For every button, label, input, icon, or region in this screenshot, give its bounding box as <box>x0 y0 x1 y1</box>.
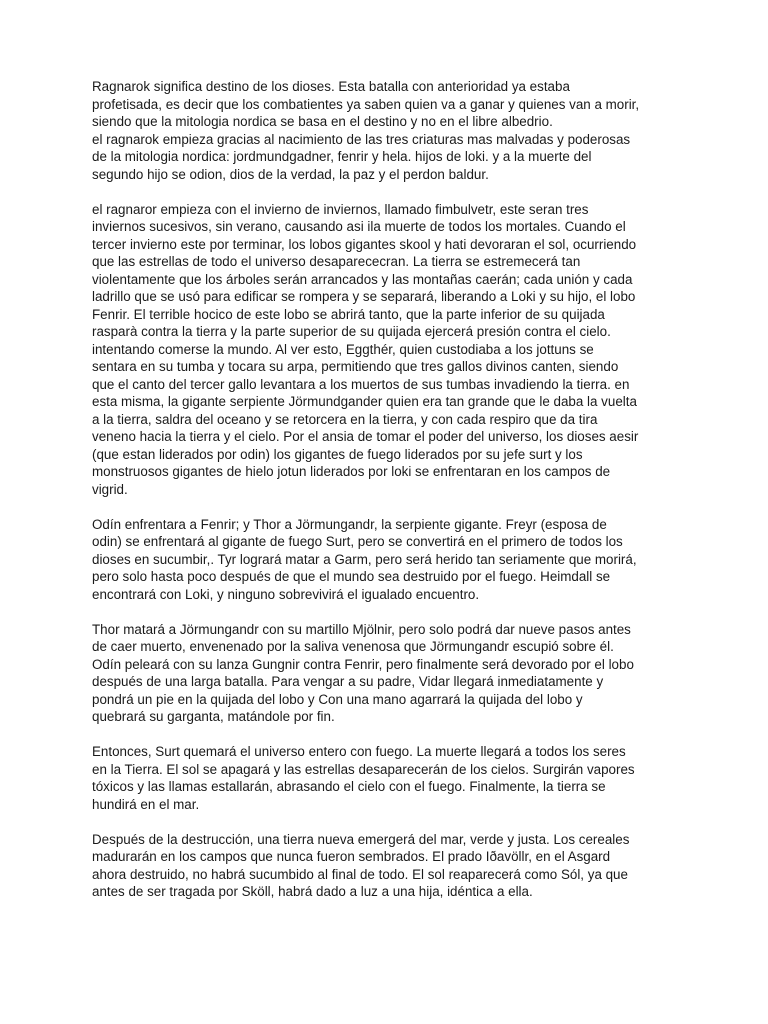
document-page <box>92 78 686 918</box>
paragraph-new-world: Después de la destrucción, una tierra nueva emergerá del mar, verde y justa. Los cereales madurarán en los campos que nunca fueron sembrados. El prado Iðavöllr, en el Asgard ahora destruido, no habrá sucumbido al final de todo. El sol reaparecerá como Sól, ya que antes de ser tragada por Sköll, habrá dado a luz a una hija, idéntica a ella. <box>92 831 630 899</box>
paragraph-intro: Ragnarok significa destino de los dioses. Esta batalla con anterioridad ya estaba profetisada, es decir que los combatientes ya saben quien va a ganar y quienes van a morir, siendo que la mitologia nordica se basa en el destino y no en el libre albedrio. el ragnarok empieza gracias al nacimiento de las tres criaturas mas malvadas y poderosas de la mitologia nordica: jordmundgadner, fenrir y hela. hijos de loki. y a la muerte del segundo hijo se odion, dios de la verdad, la paz y el perdon baldur. <box>92 79 640 182</box>
paragraph-battle-pairs: Odín enfrentara a Fenrir; y Thor a Jörmungandr, la serpiente gigante. Freyr (esposa de odin) se enfrentará al gigante de fuego Surt, pero se convertirá en el primero de todos los dioses en sucumbir,. Tyr logrará matar a Garm, pero será herido tan seriamente que morirá, pero solo hasta poco después de que el mundo sea destruido por el fuego. Heimdall se encontrará con Loki, y ninguno sobrevivirá el igualado encuentro. <box>92 516 637 602</box>
paragraph-surt-fire: Entonces, Surt quemará el universo entero con fuego. La muerte llegará a todos los seres en la Tierra. El sol se apagará y las estrellas desaparecerán de los cielos. Surgirán vapores tóxicos y las llamas estallarán, abrasando el cielo con el fuego. Finalmente, la tierra se hundirá en el mar. <box>92 744 635 812</box>
paragraph-fimbulvetr: el ragnaror empieza con el invierno de inviernos, llamado fimbulvetr, este seran tres inviernos sucesivos, sin verano, causando asi ila muerte de todos los mortales. Cuando el tercer invierno este por terminar, los lobos gigantes skool y hati devoraran el sol, ocurriendo que las estrellas de todo el universo desaparececran. La tierra se estremecerá tan violentamente que los árboles serán arrancados y las montañas caerán; cada unión y cada ladrillo que se usó para edificar se rompera y se separará, liberando a Loki y su hijo, el lobo Fenrir. El terrible hocico de este lobo se abrirá tanto, que la parte inferior de su quijada rasparà contra la tierra y la parte superior de su quijada ejercerá presión contra el cielo. intentando comerse la mundo. Al ver esto, Eggthér, quien custodiaba a los jottuns se sentara en su tumba y tocara su arpa, permitiendo que tres gallos divinos canten, siendo que el canto del tercer gallo levantara a los muertos de sus tumbas invadiendo la tierra. en esta misma, la gigante serpiente Jörmundgander quien era tan grande que le daba la vuelta a la tierra, saldra del oceano y se retorcera en la tierra, y con cada respiro que da tira veneno hacia la tierra y el cielo. Por el ansia de tomar el poder del universo, los dioses aesir (que estan liderados por odin) los gigantes de fuego liderados por su jefe surt y los monstruosos gigantes de hielo jotun liderados por loki se enfrentaran en los campos de vigrid. <box>92 201 639 497</box>
paragraph-thor-odin: Thor matará a Jörmungandr con su martillo Mjölnir, pero solo podrá dar nueve pasos antes de caer muerto, envenenado por la saliva venenosa que Jörmungandr escupió sobre él. Odín peleará con su lanza Gungnir contra Fenrir, pero finalmente será devorado por el lobo después de una larga batalla. Para vengar a su padre, Vidar llegará inmediatamente y pondrá un pie en la quijada del lobo y Con una mano agarrará la quijada del lobo y quebrará su garganta, matándole por fin. <box>92 621 634 724</box>
